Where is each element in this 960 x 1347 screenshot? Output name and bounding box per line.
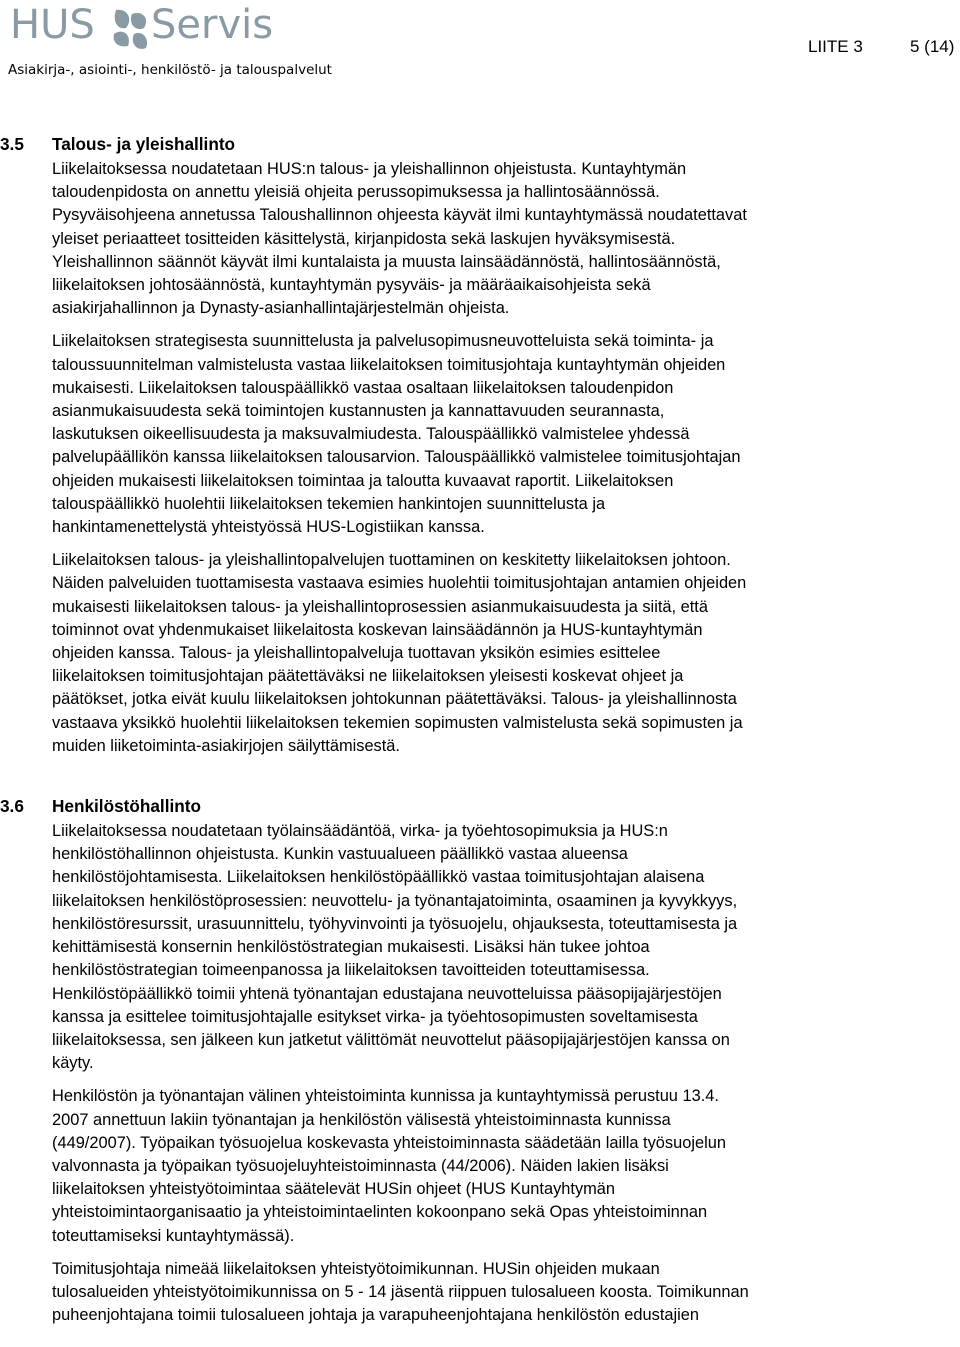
page-header xyxy=(0,0,960,90)
section-title: Henkilöstöhallinto xyxy=(52,796,201,817)
header-subtitle: Asiakirja-, asiointi-, henkilöstö- ja talouspalvelut xyxy=(8,62,332,78)
paragraph: Liikelaitoksen talous- ja yleishallintopalvelujen tuottaminen on keskitetty liikelaitoksen johtoon. Näiden palveluiden tuottamisesta vastaava esimies huolehtii toimitusjohtajan antamien ohjeiden mukaisesti liikelaitoksen talous- ja yleishallintoprosessien asianmukaisuudesta ja siitä, että toiminnot ovat yhdenmukaiset liikelaitosta koskevan lainsäädännön ja HUS-kuntayhtymän ohjeiden kanssa. Talous- ja yleishallintopalveluja tuottavan yksikön esimies esittelee liikelaitoksen toimitusjohtajan päätettäväksi ne liikelaitoksen yleisesti koskevat ohjeet ja päätökset, jotka eivät kuulu liikelaitoksen johtokunnan päätettäväksi. Talous- ja yleishallinnosta vastaava yksikkö huolehtii liikelaitoksen tekemien sopimusten valmistelusta sekä sopimusten ja muiden liiketoiminta-asiakirjojen säilyttämisestä. xyxy=(52,551,747,755)
page-number: 5 (14) xyxy=(910,37,955,56)
paragraph: Liikelaitoksessa noudatetaan HUS:n talous- ja yleishallinnon ohjeistusta. Kuntayhtymän taloudenpidosta on annettu yleisiä ohjeita perussopimuksessa ja hallintosäännössä. Pysyväisohjeena annetussa Taloushallinnon ohjeesta käyvät ilmi kuntayhtymässä noudatettavat yleiset periaatteet tositteiden käsittelystä, kirjanpidosta sekä laskujen hyväksymisestä. Yleishallinnon säännöt käyvät ilmi kuntalaista ja muusta lainsäädännöstä, hallintosäännöstä, liikelaitoksen johtosäännöstä, kuntayhtymän pysyväis- ja määräaikaisohjeista sekä asiakirjahallinnon ja Dynasty-asianhallintajärjestelmän ohjeista. xyxy=(52,160,747,318)
section-heading xyxy=(0,130,960,158)
section-3-6 xyxy=(0,792,960,1327)
document-body xyxy=(0,130,960,1337)
section-number: 3.6 xyxy=(0,796,24,817)
logo-servis-text: Servis xyxy=(151,2,274,48)
section-3-5 xyxy=(0,130,960,758)
section-title: Talous- ja yleishallinto xyxy=(52,134,236,154)
section-number: 3.5 xyxy=(0,134,24,154)
paragraph: Liikelaitoksessa noudatetaan työlainsäädäntöä, virka- ja työehtosopimuksia ja HUS:n henkilöstöhallinnon ohjeistusta. Kunkin vastuualueen päällikkö vastaa alueensa henkilöstöjohtamisesta. Liikelaitoksen henkilöstöpäällikkö vastaa toimitusjohtajan alaisena liikelaitoksen henkilöstöprosessien: neuvottelu- ja työnantajatoiminta, osaaminen ja kyvykkyys, henkilöstöresurssit, urasuunnittelu, työhyvinvointi ja työsuojelu, ohjauksesta, toteuttamisesta ja kehittämisestä konsernin henkilöstöstrategian mukaisesti. Lisäksi hän tukee johtoa henkilöstöstrategian toimeenpanossa ja liikelaitoksen tavoitteiden toteuttamisessa. Henkilöstöpäällikkö toimii yhtenä työnantajan edustajana neuvotteluissa pääsopijajärjestöjen kanssa ja esittelee toimitusjohtajalle esitykset virka- ja työehtosopimusten soveltamisesta liikelaitoksessa, sen jälkeen kun jatketut välittömät neuvottelut pääsopijajärjestöjen kanssa on käyty. xyxy=(52,822,738,1073)
paragraph: Henkilöstön ja työnantajan välinen yhteistoiminta kunnissa ja kuntayhtymissä perustuu 13.4. 2007 annettuun lakiin työnantajan ja henkilöstön välisestä yhteistoiminnasta kunnissa (449/2007). Työpaikan työsuojelua koskevasta yhteistoiminnasta säädetään lailla työsuojelun valvonnasta ja työpaikan työsuojeluyhteistoiminnasta (44/2006). Näiden lakien lisäksi liikelaitoksen yhteistyötoimintaa säätelevät HUSin ohjeet (HUS Kuntayhtymän yhteistoimintaorganisaatio ja yhteistoimintaelinten kokoonpano sekä Opas yhteistoiminnan toteuttamiseksi kuntayhtymässä). xyxy=(52,1087,726,1245)
paragraph: Toimitusjohtaja nimeää liikelaitoksen yhteistyötoimikunnan. HUSin ohjeiden mukaan tulosalueiden yhteistyötoimikunnissa on 5 - 14 jäsentä riippuen tulosalueen koosta. Toimikunnan puheenjohtajana toimii tulosalueen johtaja ja varapuheenjohtajana henkilöstön edustajien xyxy=(52,1259,749,1325)
section-heading xyxy=(0,792,960,820)
logo-hus-text: HUS xyxy=(10,2,95,48)
paragraph: Liikelaitoksen strategisesta suunnittelusta ja palvelusopimusneuvotteluista sekä toiminta- ja taloussuunnitelman valmistelusta vastaa liikelaitoksen toimitusjohtaja kuntayhtymän ohjeiden mukaisesti. Liikelaitoksen talouspäällikkö vastaa osaltaan liikelaitoksen taloudenpidon asianmukaisuudesta sekä toimintojen kustannusten ja kannattavuuden seurannasta, laskutuksen oikeellisuudesta ja maksuvalmiudesta. Talouspäällikkö valmistelee yhdessä palvelupäällikön kanssa liikelaitoksen talousarvion. Talouspäällikkö valmistelee toimitusjohtajan ohjeiden mukaisesti liikelaitoksen toimintaa ja taloutta kuvaavat raportit. Liikelaitoksen talouspäällikkö huolehtii liikelaitoksen tekemien hankintojen suunnittelusta ja hankintamenettelystä yhteistyössä HUS-Logistiikan kanssa. xyxy=(52,332,741,537)
leaf-logo-icon xyxy=(108,8,152,54)
attachment-label: LIITE 3 xyxy=(808,37,863,56)
